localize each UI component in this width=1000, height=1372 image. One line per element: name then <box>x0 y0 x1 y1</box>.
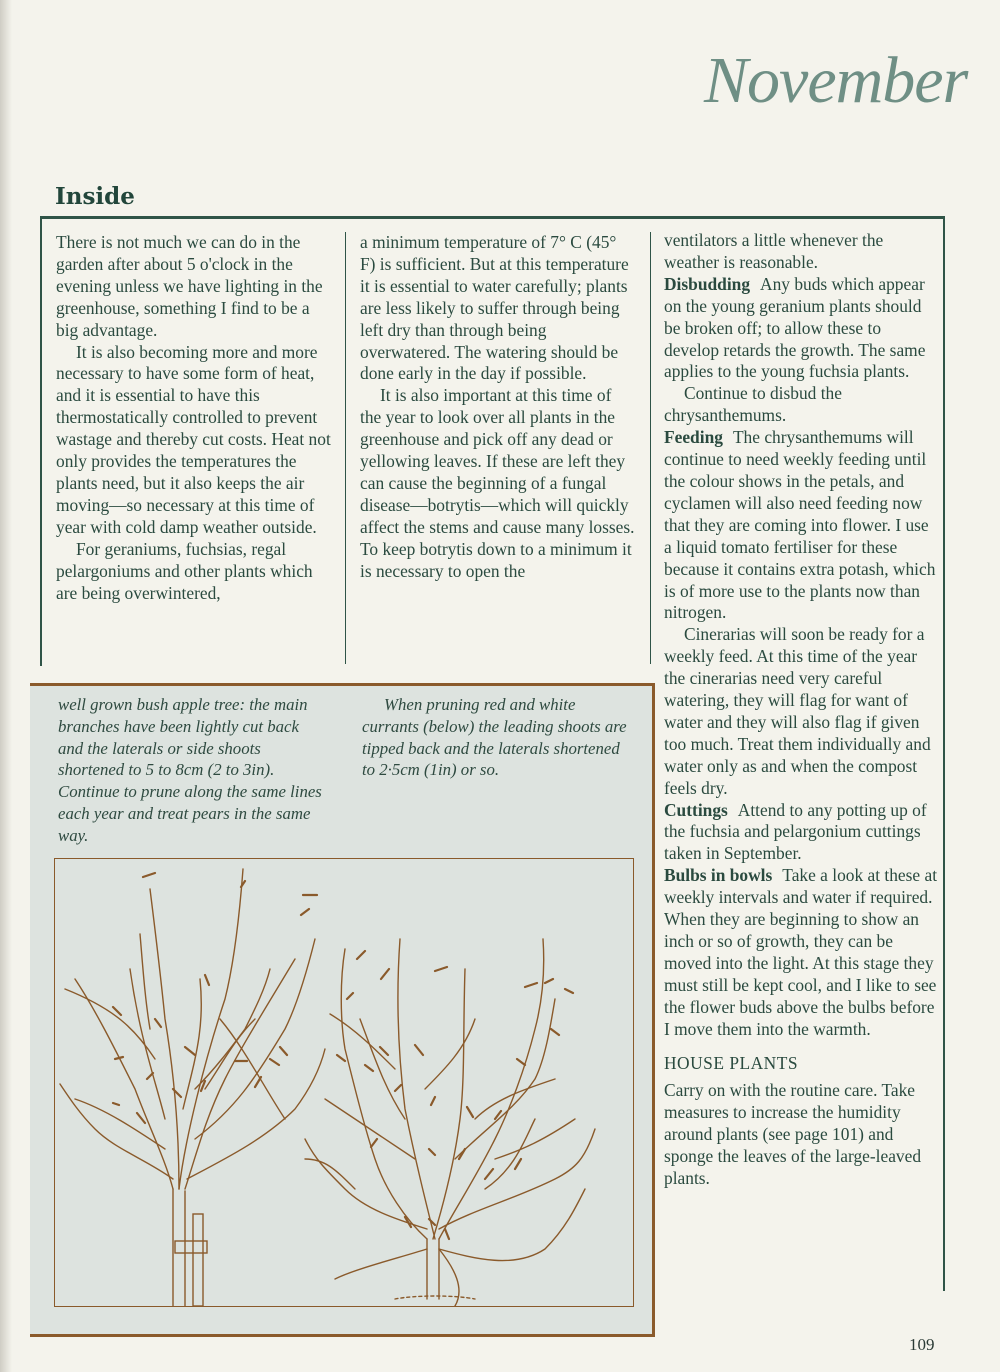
month-title: November <box>704 44 968 117</box>
tree-stake <box>193 1214 203 1306</box>
paragraph-text: The chrysanthemums will continue to need weekly feeding until the colour shows in the petals, and cyclamen will also need feeding now that they are coming into flower. I use a liquid tomato fertiliser for these because it contains extra potash, which is of more use to the plants now than nitrogen. <box>664 427 936 623</box>
disbudding-paragraph <box>664 274 939 384</box>
subheading-disbudding: Disbudding <box>664 273 751 294</box>
paragraph: It is also becoming more and more necessary to have some form of heat, and it is essential to have this thermostatically controlled to prevent wastage and thereby cut costs. Heat not only provides the temperatures the plants need, but it also keeps the air moving—so necessary at this time of year with cold damp weather outside. <box>56 341 331 537</box>
subheading-feeding: Feeding <box>664 427 723 448</box>
feeding-paragraph <box>664 427 939 624</box>
paragraph-text: Any buds which appear on the young geranium plants should be broken off; to allow these to develop retards the growth. The same applies to the young fuchsia plants. <box>664 273 926 382</box>
tree-drawings <box>55 859 633 1306</box>
paragraph-text: Take a look at these at weekly intervals and water if required. When they are beginning to show an inch or so of growth, they can be moved into the light. At this stage they must still be kept cool, and I like to see the flower buds above the bulbs before I move them into the warmth. <box>664 865 938 1039</box>
paragraph: It is also important at this time of the year to look over all plants in the greenhouse and pick off any dead or yellowing leaves. If these are left they can cause the beginning of a fungal disease—botrytis—which will quickly affect the stems and cause many losses. To keep botrytis down to a minimum it is necessary to open the <box>360 385 635 581</box>
text-column-2 <box>360 232 635 583</box>
currant-stem <box>427 1239 439 1299</box>
column-divider <box>650 232 651 664</box>
page-number: 109 <box>909 1335 935 1354</box>
subheading-cuttings: Cuttings <box>664 799 728 820</box>
subheading-bulbs: Bulbs in bowls <box>664 865 773 886</box>
currant-bush-drawing <box>305 939 595 1306</box>
tree-tie <box>175 1241 207 1253</box>
paragraph: There is not much we can do in the garden after about 5 o'clock in the evening unless we have lighting in the greenhouse, something I find to be a big advantage. <box>56 232 323 340</box>
apple-tree-drawing <box>60 869 325 1306</box>
pruning-illustration <box>54 858 634 1307</box>
page-gutter-shadow <box>0 0 12 1372</box>
section-rule-left <box>40 216 42 666</box>
cuttings-paragraph <box>664 800 939 866</box>
paragraph: ventilators a little whenever the weather is reasonable. <box>664 230 884 272</box>
caption-apple-tree: well grown bush apple tree: the main branches have been lightly cut back and the laterals or side shoots shortened to 5 to 8cm (2 to 3in). Continue to prune along the same lines each year and treat pears in the same way. <box>58 695 322 845</box>
paragraph: Cinerarias will soon be ready for a weekly feed. At this time of the year the cinerarias need very careful watering, they will flag for want of water and they will also flag if given too much. Treat them individually and water only as and when the compost feels dry. <box>664 624 931 798</box>
section-title: Inside <box>55 183 135 210</box>
subheading-house-plants: HOUSE PLANTS <box>664 1052 799 1073</box>
text-column-1 <box>56 232 332 604</box>
caption-currant-bush: When pruning red and white currants (below) the leading shoots are tipped back and the laterals shortened to 2·5cm (1in) or so. <box>362 695 627 780</box>
section-rule-right <box>943 216 945 1291</box>
paragraph: a minimum temperature of 7° C (45° F) is sufficient. But at this temperature it is essential to water carefully; plants are less likely to suffer through being left dry than through being overwatered. The watering should be done early in the day if possible. <box>360 232 629 384</box>
ground-line <box>395 1296 475 1299</box>
bulbs-paragraph <box>664 865 939 1040</box>
column-divider <box>345 232 346 664</box>
text-column-3 <box>664 230 939 1190</box>
paragraph: Continue to disbud the chrysanthemums. <box>664 383 842 426</box>
paragraph: Carry on with the routine care. Take measures to increase the humidity around plants (see page 101) and sponge the leaves of the large-leaved plants. <box>664 1080 922 1189</box>
paragraph: For geraniums, fuchsias, regal pelargoniums and other plants which are being overwintered, <box>56 538 313 603</box>
paragraph-text: Attend to any potting up of the fuchsia and pelargonium cuttings taken in September. <box>664 799 927 864</box>
section-rule-top <box>40 216 945 219</box>
